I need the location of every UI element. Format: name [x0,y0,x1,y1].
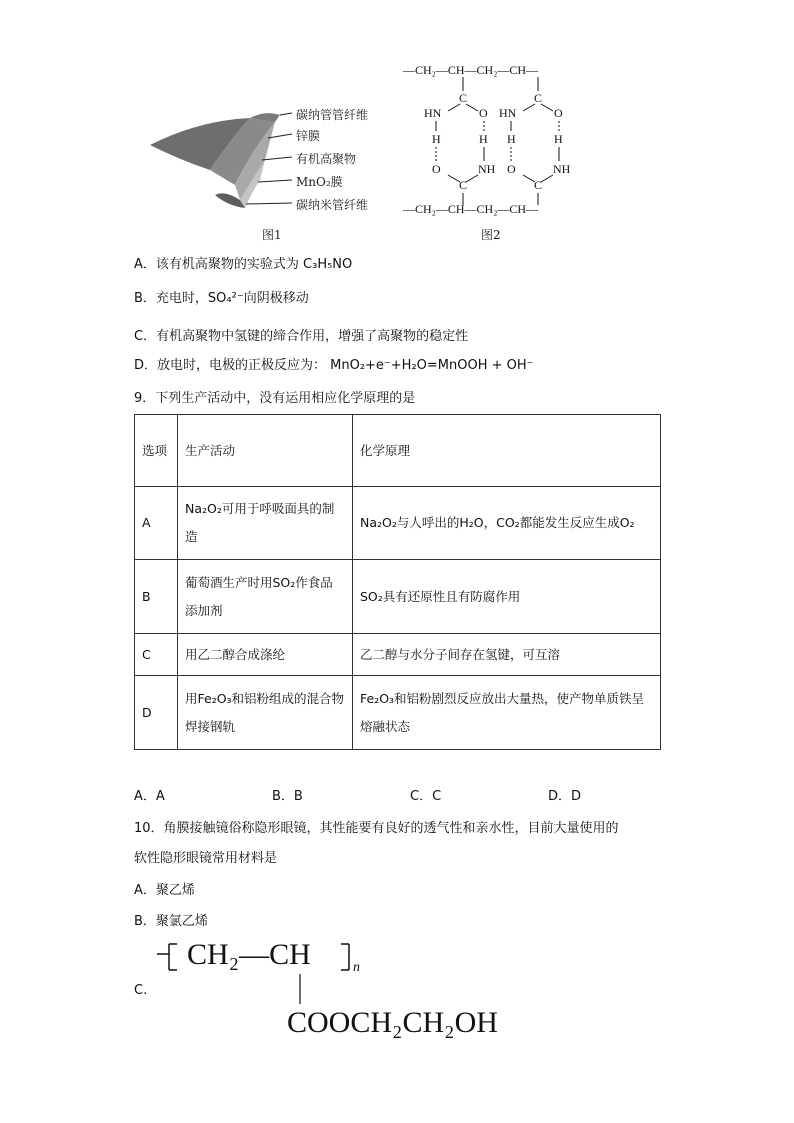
q10-stem-line1: 10．角膜接触镜俗称隐形眼镜，其性能要有良好的透气性和亲水性，目前大量使用的 [134,821,619,836]
row-activity: 用Fe₂O₃和铝粉组成的混合物焊接钢轨 [178,676,353,750]
fig2-caption: 图2 [481,228,501,242]
fig2-atom-c3: C [459,178,468,192]
fig1-layer-3: 有机高聚物 [296,152,357,166]
q8-option-b: B．充电时，SO₄²⁻向阴极移动 [134,291,309,306]
q9-answer-c: C．C [410,789,442,804]
table-row [135,487,661,560]
row-principle: Na₂O₂与人呼出的H₂O，CO₂都能发生反应生成O₂ [353,487,661,560]
fig2-atom-h3: H [507,132,516,146]
fig2-atom-o4: O [507,162,516,176]
polymer-main-chain: CH₂—CH [187,938,311,971]
row-option: A [135,487,178,560]
table-header-row [135,415,661,487]
q9-table [134,414,661,750]
polymer-side-chain: COOCH₂CH₂OH [287,1006,498,1039]
row-activity: Na₂O₂可用于呼吸面具的制造 [178,487,353,560]
fig1-caption: 图1 [262,228,282,242]
fig2-atom-c2: C [534,91,543,105]
q8-option-a: A．该有机高聚物的实验式为 C₃H₅NO [134,257,353,272]
fig2-atom-c4: C [534,178,543,192]
polymer-repeat-n: n [353,960,360,975]
fig2-atom-h1: H [432,132,441,146]
q10-option-a: A．聚乙烯 [134,883,195,898]
table-row [135,634,661,676]
q9-answer-d: D．D [548,789,582,804]
header-principle: 化学原理 [353,415,661,487]
fig2-atom-o1: O [479,106,488,120]
row-option: C [135,634,178,676]
fig2-atom-hn2: HN [499,106,517,120]
row-activity: 用乙二醇合成涤纶 [178,634,353,676]
row-principle: SO₂具有还原性且有防腐作用 [353,560,661,634]
fig1-layer-2: 锌膜 [296,129,321,143]
fig2-atom-nh1: NH [478,162,496,176]
fig1-layer-4: MnO₂膜 [296,175,343,189]
fig2-atom-nh2: NH [553,162,571,176]
fig1-layer-5: 碳纳米管纤维 [296,198,369,212]
q9-answer-b: B．B [272,789,303,804]
fig2-atom-o2: O [554,106,563,120]
header-option: 选项 [135,415,178,487]
fig2-atom-hn1: HN [424,106,442,120]
fig2-bottom-chain: —CH₂—CH—CH₂—CH— [403,202,539,216]
q10-option-b: B．聚氯乙烯 [134,914,208,929]
row-activity: 葡萄酒生产时用SO₂作食品添加剂 [178,560,353,634]
row-option: B [135,560,178,634]
q10-stem-line2: 软性隐形眼镜常用材料是 [134,851,278,866]
fig2-atom-o3: O [432,162,441,176]
row-principle: Fe₂O₃和铝粉剧烈反应放出大量热，使产物单质铁呈熔融状态 [353,676,661,750]
row-option: D [135,676,178,750]
fig1-layer-1: 碳纳管管纤维 [296,108,369,122]
fig2-top-chain: —CH₂—CH—CH₂—CH— [403,63,539,77]
q10-option-c-label: C. [134,983,148,998]
fig2-atom-c1: C [459,91,468,105]
q9-answer-a: A．A [134,789,165,804]
fig2-bonds [400,75,580,210]
table-row [135,676,661,750]
q8-option-d: D．放电时，电极的正极反应为： MnO₂+e⁻+H₂O=MnOOH + OH⁻ [134,358,534,373]
row-principle: 乙二醇与水分子间存在氢键，可互溶 [353,634,661,676]
q8-option-c: C．有机高聚物中氢键的缔合作用，增强了高聚物的稳定性 [134,329,469,344]
q9-stem: 9．下列生产活动中，没有运用相应化学原理的是 [134,391,416,406]
fig2-atom-h2: H [479,132,488,146]
table-row [135,560,661,634]
header-activity: 生产活动 [178,415,353,487]
fig2-atom-h4: H [554,132,563,146]
